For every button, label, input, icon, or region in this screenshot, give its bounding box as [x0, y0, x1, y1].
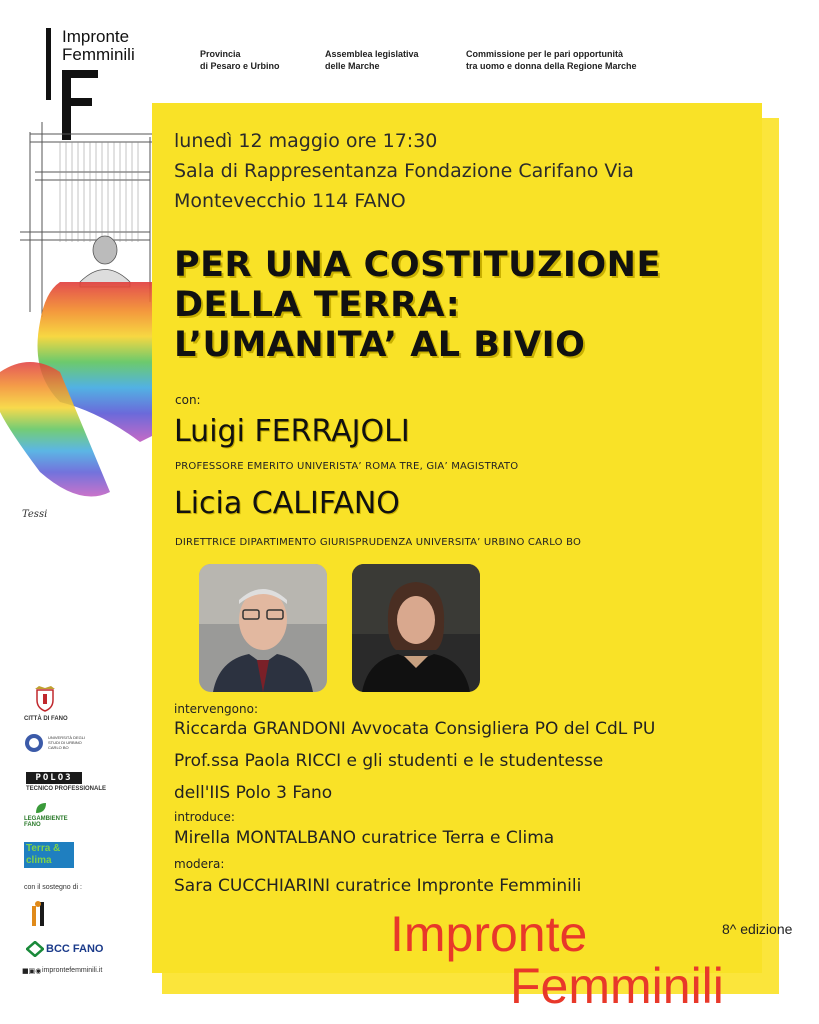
event-title: [174, 245, 764, 365]
intervengono-1: Riccarda GRANDONI Avvocata Consigliera PO del CdL PU: [174, 719, 656, 739]
website-link[interactable]: improntefemminili.it: [42, 967, 103, 974]
sponsor-polo-sub: TECNICO PROFESSIONALE: [26, 786, 107, 792]
bcc-logo-icon: [26, 941, 44, 961]
brand-femminili: Femminili: [510, 958, 724, 1014]
title-line1: PER UNA COSTITUZIONE: [174, 245, 661, 285]
brand-impronte: Impronte: [390, 906, 588, 962]
event-venue-line1: Sala di Rappresentanza Fondazione Carifano Via: [174, 160, 634, 182]
event-info: [174, 126, 754, 216]
sponsor-bcc: BCC FANO: [46, 943, 104, 955]
org-assemblea: Assemblea legislativa delle Marche: [325, 49, 419, 71]
title-line3: L’UMANITA’ AL BIVIO: [174, 325, 586, 365]
logo-line2: Femminili: [62, 45, 135, 64]
speaker1-role: PROFESSORE EMERITO UNIVERISTA’ ROMA TRE, GIA’ MAGISTRATO: [175, 461, 519, 472]
edition-label: 8^ edizione: [722, 921, 793, 937]
modera-label: modera:: [174, 857, 225, 871]
intervengono-label: intervengono:: [174, 702, 258, 716]
title-line2: DELLA TERRA:: [174, 285, 461, 325]
speaker2-photo: [352, 564, 480, 692]
sponsor-city: CITTÀ DI FANO: [24, 716, 68, 722]
introduce-name: Mirella MONTALBANO curatrice Terra e Clima: [174, 828, 555, 848]
sponsor-terra-clima: Terra & clima: [24, 842, 74, 868]
loom-illustration: [0, 112, 160, 532]
speaker2-name: Licia CALIFANO: [174, 486, 400, 521]
org-provincia: Provincia di Pesaro e Urbino: [200, 49, 280, 71]
logo-f-mid: [62, 98, 92, 106]
speaker2-role: DIRETTRICE DIPARTIMENTO GIURISPRUDENZA UNIVERSITA’ URBINO CARLO BO: [175, 537, 582, 548]
speaker1-photo: [199, 564, 327, 692]
foundation-logo-icon: [30, 900, 70, 934]
sponsor-university: UNIVERSITÀ DEGLI STUDI DI URBINO CARLO BO: [48, 735, 86, 750]
org-commissione: Commissione per le pari opportunità tra uomo e donna della Regione Marche: [466, 49, 637, 71]
header-logo-text: [62, 28, 135, 64]
artist-signature: Tessi: [22, 509, 48, 520]
event-venue-line2: Montevecchio 114 FANO: [174, 190, 406, 212]
university-seal-icon: [24, 733, 44, 757]
logo-f-top: [62, 70, 98, 78]
speaker1-name: Luigi FERRAJOLI: [174, 414, 410, 449]
sponsor-polo: POLO3: [26, 772, 82, 784]
social-icons: ■▣◉: [22, 967, 42, 975]
logo-bar: [46, 28, 51, 100]
logo-line1: Impronte: [62, 27, 130, 46]
introduce-label: introduce:: [174, 810, 235, 824]
support-label: con il sostegno di :: [24, 884, 82, 891]
sponsor-legambiente: LEGAMBIENTE FANO: [24, 816, 68, 828]
speakers-label: con:: [175, 393, 201, 407]
intervengono-2: Prof.ssa Paola RICCI e gli studenti e le studentesse: [174, 751, 604, 771]
intervengono-3: dell'IIS Polo 3 Fano: [174, 783, 333, 803]
modera-name: Sara CUCCHIARINI curatrice Impronte Femminili: [174, 876, 582, 896]
city-crest-icon: [30, 686, 60, 712]
event-date: lunedì 12 maggio ore 17:30: [174, 130, 438, 152]
